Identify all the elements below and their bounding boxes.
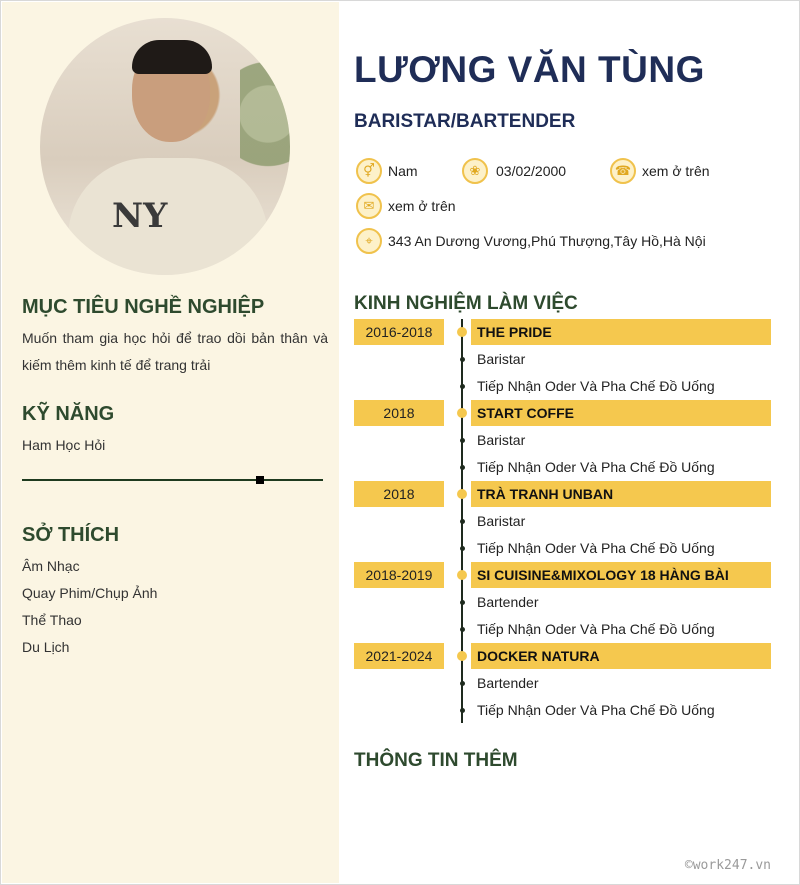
- photo-hair: [132, 40, 212, 74]
- timeline-dot: [460, 438, 465, 443]
- experience-years: 2018: [354, 481, 444, 507]
- experience-title: KINH NGHIỆM LÀM VIỆC: [354, 293, 578, 314]
- timeline-dot: [460, 519, 465, 524]
- map-pin-icon: ⌖: [356, 228, 382, 254]
- experience-years: 2018: [354, 400, 444, 426]
- experience-position: Bartender: [477, 594, 539, 610]
- cake-icon: ❀: [462, 158, 488, 184]
- timeline-dot: [460, 627, 465, 632]
- experience-position: Bartender: [477, 675, 539, 691]
- birthday-value: 03/02/2000: [496, 163, 567, 179]
- experience-years: 2021-2024: [354, 643, 444, 669]
- objective-text: Muốn tham gia học hỏi để trao dồi bản thân và kiếm thêm kinh tế để trang trải: [22, 330, 328, 373]
- experience-years: 2018-2019: [354, 562, 444, 588]
- info-birthday: [462, 158, 566, 184]
- experience-position: Baristar: [477, 513, 526, 529]
- profile-photo: [40, 18, 290, 275]
- sidebar: [2, 2, 339, 883]
- info-address: [356, 228, 706, 254]
- email-value: xem ở trên: [388, 198, 456, 214]
- experience-description: Tiếp Nhận Oder Và Pha Chế Đồ Uống: [477, 621, 715, 637]
- experience-company: TRÀ TRANH UNBAN: [471, 481, 771, 507]
- experience-description: Tiếp Nhận Oder Và Pha Chế Đồ Uống: [477, 702, 715, 718]
- hobby-item: Du Lịch: [22, 639, 70, 655]
- hobby-item: Quay Phim/Chụp Ảnh: [22, 585, 158, 601]
- timeline-year-dot: [457, 570, 467, 580]
- skill-level-bar: [22, 479, 323, 481]
- phone-icon: ☎: [610, 158, 636, 184]
- background-plant: [240, 58, 290, 198]
- experience-company: DOCKER NATURA: [471, 643, 771, 669]
- timeline-dot: [460, 681, 465, 686]
- photo-shirt: [68, 158, 268, 275]
- experience-years: 2016-2018: [354, 319, 444, 345]
- photo-shirt-logo: NY: [112, 196, 168, 236]
- info-gender: [356, 158, 418, 184]
- timeline-year-dot: [457, 408, 467, 418]
- gender-value: Nam: [388, 163, 418, 179]
- candidate-role: BARISTAR/BARTENDER: [354, 111, 576, 132]
- address-value: 343 An Dương Vương,Phú Thượng,Tây Hồ,Hà Nội: [388, 233, 706, 249]
- experience-company: SI CUISINE&MIXOLOGY 18 HÀNG BÀI: [471, 562, 771, 588]
- watermark: ©work247.vn: [684, 858, 771, 873]
- hobby-item: Âm Nhạc: [22, 558, 80, 574]
- objective-title: MỤC TIÊU NGHỀ NGHIỆP: [22, 296, 265, 318]
- info-phone: [610, 158, 710, 184]
- experience-company: START COFFE: [471, 400, 771, 426]
- hobbies-title: SỞ THÍCH: [22, 524, 120, 546]
- experience-position: Baristar: [477, 432, 526, 448]
- hobby-item: Thể Thao: [22, 612, 82, 628]
- phone-value: xem ở trên: [642, 163, 710, 179]
- timeline-dot: [460, 708, 465, 713]
- experience-description: Tiếp Nhận Oder Và Pha Chế Đồ Uống: [477, 540, 715, 556]
- timeline-dot: [460, 357, 465, 362]
- skills-title: KỸ NĂNG: [22, 403, 115, 425]
- experience-description: Tiếp Nhận Oder Và Pha Chế Đồ Uống: [477, 459, 715, 475]
- timeline-year-dot: [457, 651, 467, 661]
- experience-company: THE PRIDE: [471, 319, 771, 345]
- timeline-dot: [460, 600, 465, 605]
- experience-position: Baristar: [477, 351, 526, 367]
- skill-name: Ham Học Hỏi: [22, 437, 106, 453]
- candidate-name: LƯƠNG VĂN TÙNG: [354, 49, 705, 90]
- experience-description: Tiếp Nhận Oder Và Pha Chế Đồ Uống: [477, 378, 715, 394]
- timeline-dot: [460, 546, 465, 551]
- timeline-dot: [460, 384, 465, 389]
- gender-icon: ⚥: [356, 158, 382, 184]
- mail-icon: ✉: [356, 193, 382, 219]
- timeline-year-dot: [457, 327, 467, 337]
- timeline-dot: [460, 465, 465, 470]
- skill-level-marker: [256, 476, 264, 484]
- additional-info-title: THÔNG TIN THÊM: [354, 750, 518, 771]
- info-email: [356, 193, 456, 219]
- timeline-year-dot: [457, 489, 467, 499]
